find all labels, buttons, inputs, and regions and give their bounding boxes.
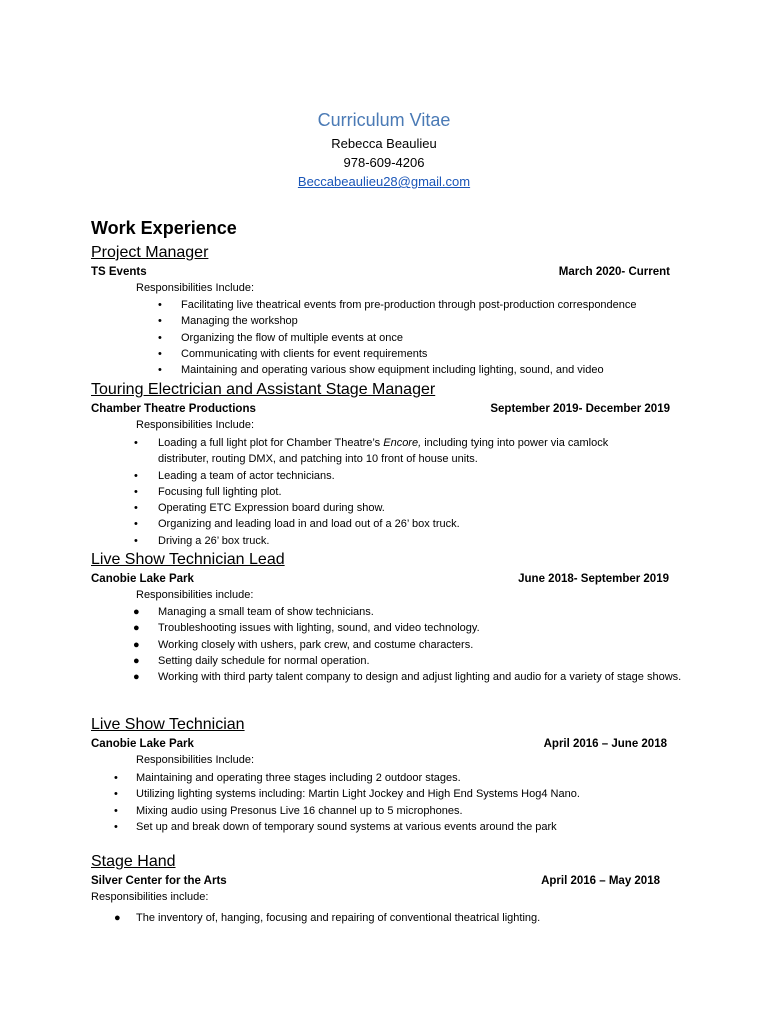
list-item: • Maintaining and operating various show equipment including lighting, sound, and video xyxy=(158,364,604,377)
responsibilities-label: Responsibilities Include: xyxy=(136,282,255,294)
list-item: • Maintaining and operating three stages including 2 outdoor stages. xyxy=(114,772,461,784)
bullet-list-live-show-technician xyxy=(114,770,696,835)
email-link[interactable]: Beccabeaulieu28@gmail.com xyxy=(297,174,471,189)
list-item: • Loading a full light plot for Chamber Theatre’s Encore, including tying into power via camlock distributer, routing DMX, and patching into 10 front of house units. xyxy=(134,437,609,466)
person-name: Rebecca Beaulieu xyxy=(331,136,437,151)
company-chamber-theatre: Chamber Theatre Productions xyxy=(91,403,256,415)
list-item: ● Managing a small team of show technicians. xyxy=(133,606,374,618)
company-ts-events: TS Events xyxy=(91,266,147,278)
job-title-touring-electrician: Touring Electrician and Assistant Stage Manager xyxy=(91,381,436,398)
responsibilities-label: Responsibilities Include: xyxy=(136,754,255,766)
dates-chamber-theatre: September 2019- December 2019 xyxy=(490,403,670,415)
bullet-list-live-show-lead xyxy=(133,604,683,685)
list-item: • Set up and break down of temporary sound systems at various events around the park xyxy=(114,820,557,833)
list-item: • Facilitating live theatrical events from pre-production through post-production correspondence xyxy=(158,299,637,311)
list-item: ● The inventory of, hanging, focusing and repairing of conventional theatrical lighting. xyxy=(114,912,541,924)
dates-ts-events: March 2020- Current xyxy=(558,266,670,278)
company-silver-center: Silver Center for the Arts xyxy=(91,875,227,887)
list-item: • Focusing full lighting plot. xyxy=(134,485,282,498)
responsibilities-label: Responsibilities Include: xyxy=(136,419,255,431)
document-title: Curriculum Vitae xyxy=(317,110,451,130)
dates-silver-center: April 2016 – May 2018 xyxy=(541,875,660,887)
job-title-live-show-technician-lead: Live Show Technician Lead xyxy=(91,551,285,568)
list-item: • Leading a team of actor technicians. xyxy=(134,469,335,482)
company-canobie-lake-park: Canobie Lake Park xyxy=(91,738,194,750)
list-item: ● Troubleshooting issues with lighting, sound, and video technology. xyxy=(133,622,480,635)
company-canobie-lake-park: Canobie Lake Park xyxy=(91,573,194,585)
list-item: • Utilizing lighting systems including: Martin Light Jockey and High End Systems Hog4 Nano. xyxy=(114,788,580,801)
job-title-project-manager: Project Manager xyxy=(91,244,209,261)
list-item: • Communicating with clients for event requirements xyxy=(158,347,428,360)
list-item: • Mixing audio using Presonus Live 16 channel up to 5 microphones. xyxy=(114,804,463,817)
job-title-stage-hand: Stage Hand xyxy=(91,853,176,870)
phone-number: 978-609-4206 xyxy=(343,155,425,170)
list-item: • Organizing and leading load in and load out of a 26’ box truck. xyxy=(134,518,460,531)
dates-canobie-lead: June 2018- September 2019 xyxy=(518,573,669,585)
responsibilities-label: Responsibilities include: xyxy=(91,891,209,903)
list-item: • Operating ETC Expression board during show. xyxy=(134,502,385,515)
list-item: ● Working with third party talent company to design and adjust lighting and audio for a variety of stage shows. xyxy=(133,671,682,684)
job-title-live-show-technician: Live Show Technician xyxy=(91,716,245,733)
bullet-list-touring-electrician xyxy=(134,435,658,549)
dates-canobie-technician: April 2016 – June 2018 xyxy=(543,738,667,750)
list-item: ● Working closely with ushers, park crew, and costume characters. xyxy=(133,638,474,651)
list-item: ● Setting daily schedule for normal operation. xyxy=(133,654,370,667)
list-item: • Driving a 26’ box truck. xyxy=(134,534,270,547)
bullet-list-project-manager xyxy=(158,297,701,378)
list-item: • Organizing the flow of multiple events at once xyxy=(158,331,403,344)
responsibilities-label: Responsibilities include: xyxy=(136,589,254,601)
bullet-list-stage-hand xyxy=(114,910,696,926)
section-title-work-experience: Work Experience xyxy=(91,218,237,238)
list-item: • Managing the workshop xyxy=(158,315,298,328)
